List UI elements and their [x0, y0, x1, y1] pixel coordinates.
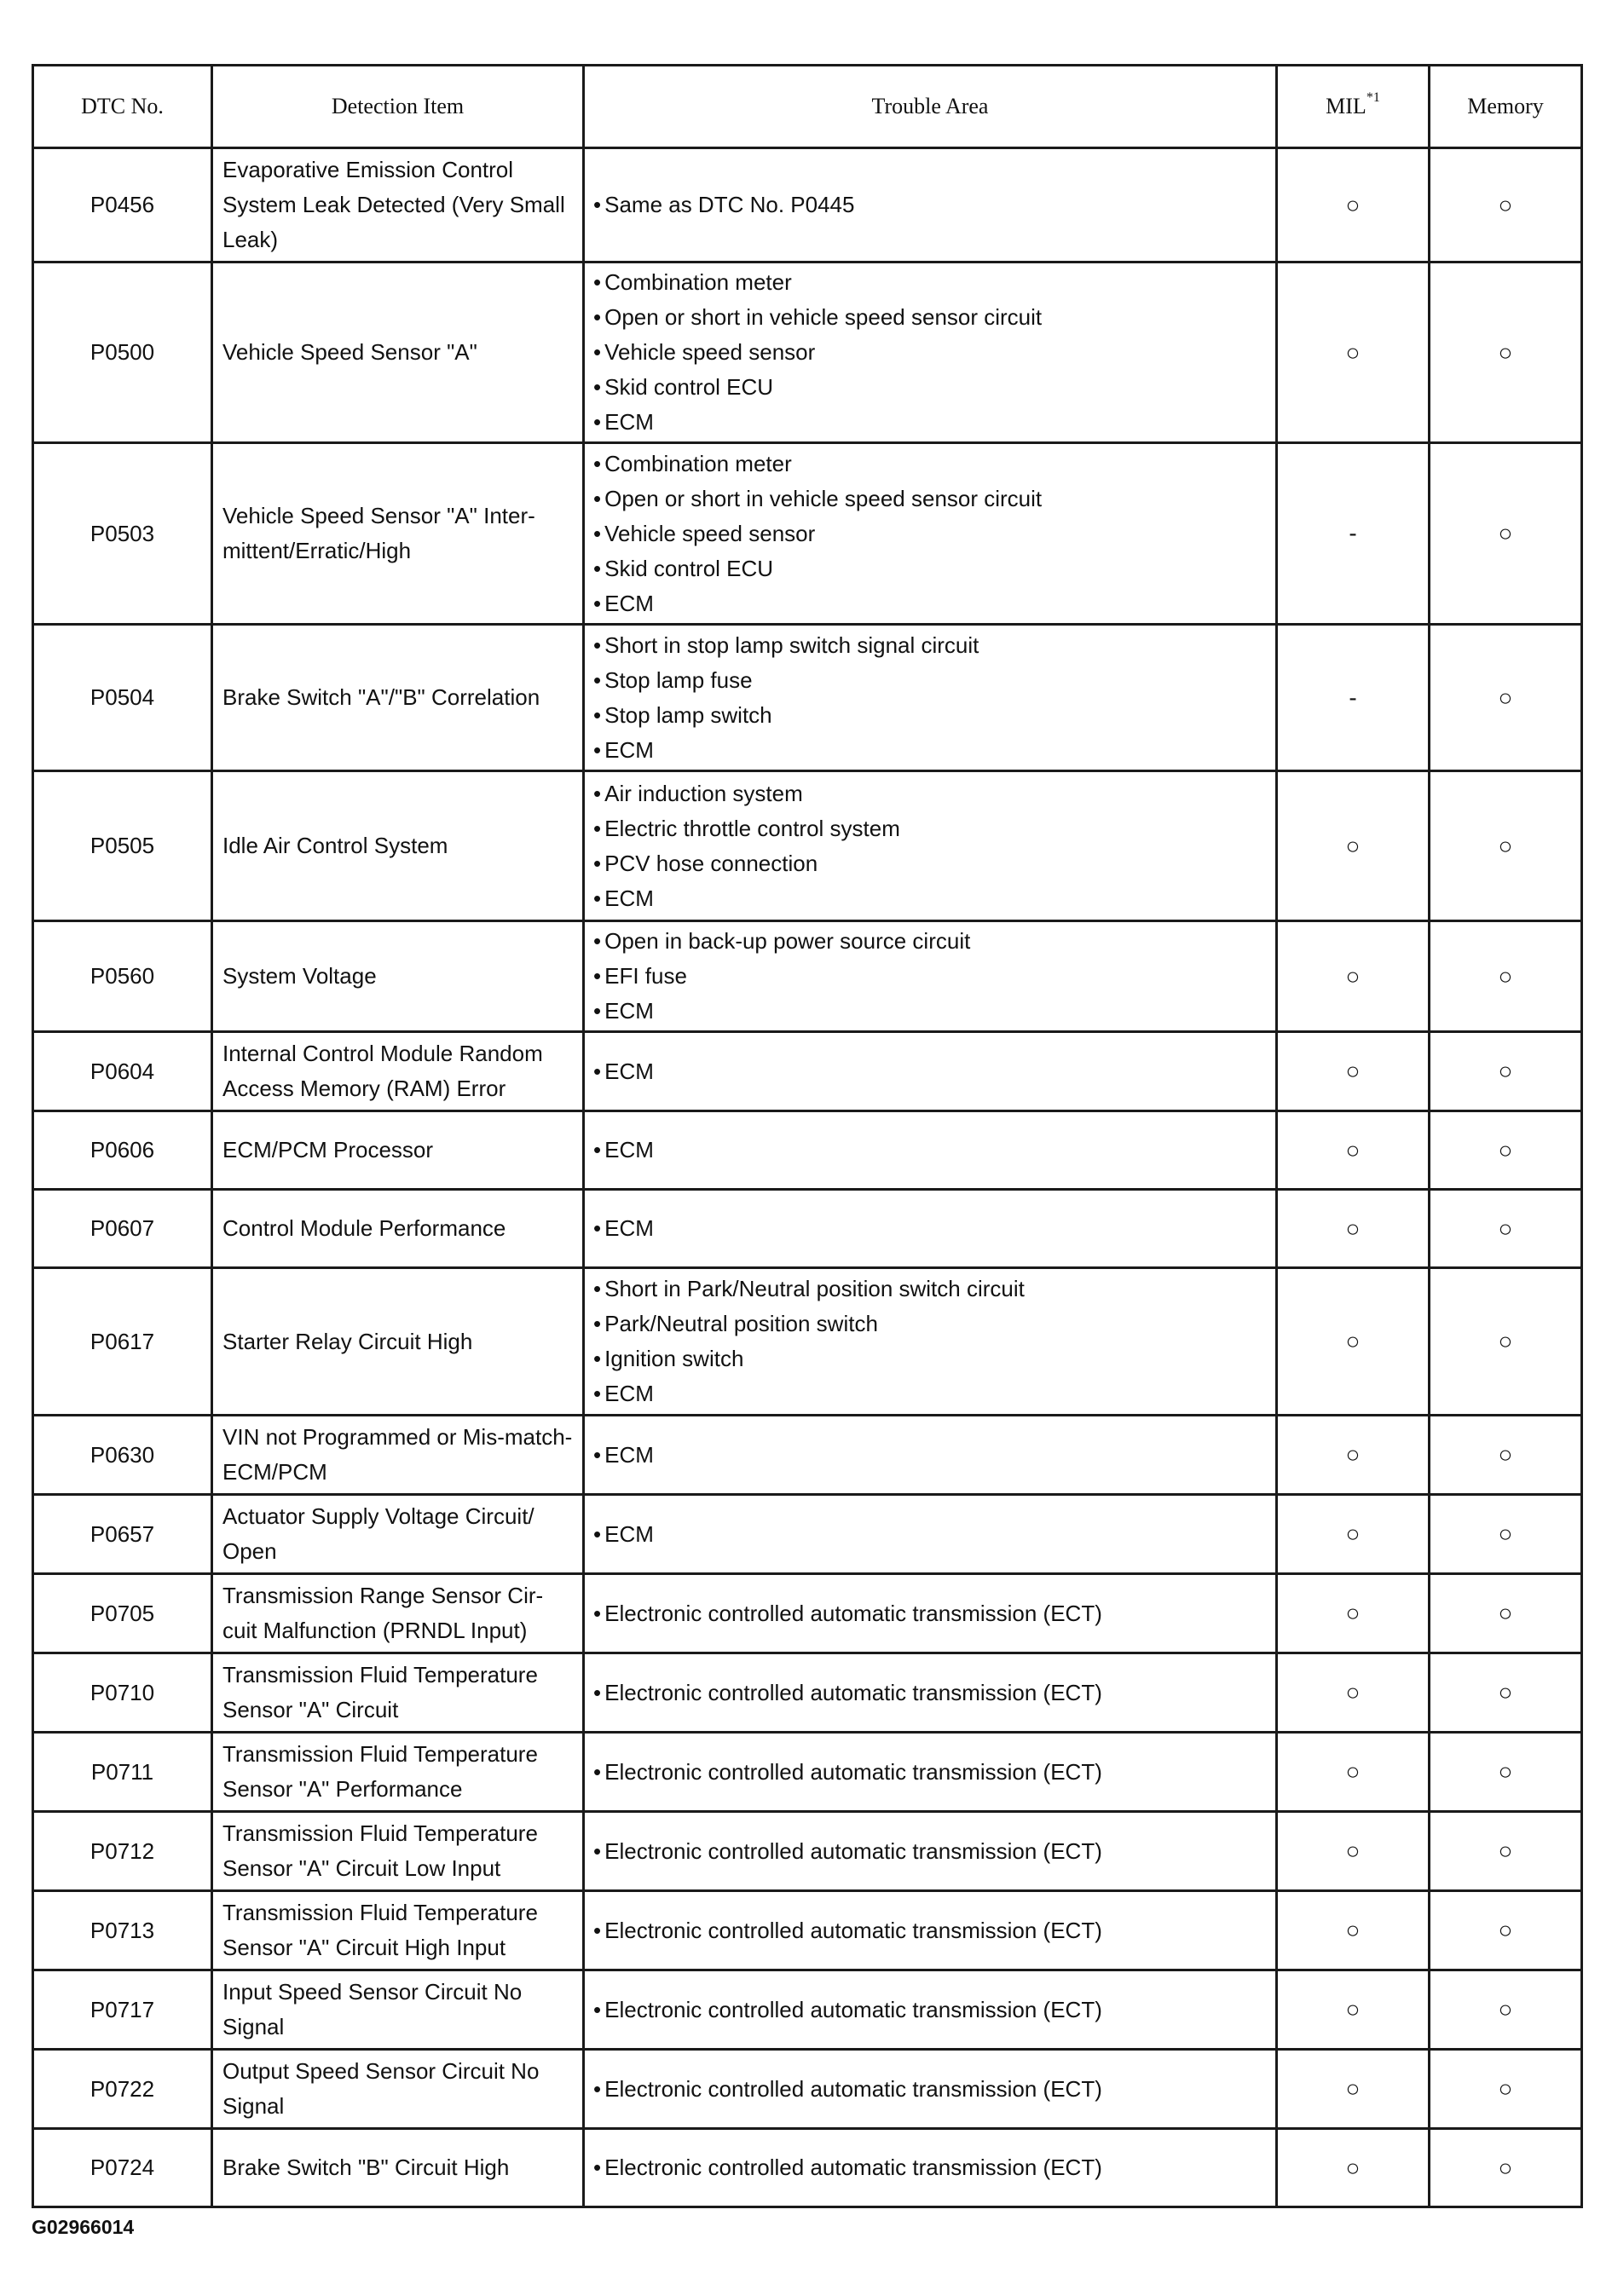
trouble-area — [584, 1032, 1277, 1111]
trouble-area — [584, 1574, 1277, 1653]
memory-indicator: ○ — [1430, 921, 1582, 1032]
trouble-area-item: • Vehicle speed sensor — [593, 516, 1267, 551]
trouble-area-item: • ECM — [593, 1517, 1267, 1552]
header-memory: Memory — [1430, 66, 1582, 148]
trouble-area-list — [593, 187, 1267, 222]
mil-indicator: ○ — [1277, 262, 1430, 443]
trouble-area-item: • ECM — [593, 1438, 1267, 1473]
table-row — [33, 625, 1582, 771]
trouble-area — [584, 1111, 1277, 1190]
dtc-code: P0503 — [33, 443, 212, 625]
trouble-area-item: • Electronic controlled automatic transmission (ECT) — [593, 1676, 1267, 1710]
trouble-area-list — [593, 1755, 1267, 1790]
trouble-area-item: • EFI fuse — [593, 959, 1267, 994]
memory-indicator: ○ — [1430, 262, 1582, 443]
mil-indicator: ○ — [1277, 2129, 1430, 2207]
memory-indicator: ○ — [1430, 443, 1582, 625]
memory-indicator: ○ — [1430, 1268, 1582, 1416]
memory-indicator: ○ — [1430, 625, 1582, 771]
trouble-area-item: • Stop lamp switch — [593, 698, 1267, 733]
memory-indicator: ○ — [1430, 1190, 1582, 1268]
memory-indicator: ○ — [1430, 2129, 1582, 2207]
memory-indicator: ○ — [1430, 1812, 1582, 1891]
detection-item: Input Speed Sensor Circuit No Signal — [212, 1970, 584, 2050]
mil-indicator: ○ — [1277, 1190, 1430, 1268]
table-row — [33, 1574, 1582, 1653]
detection-item: VIN not Programmed or Mis-match-ECM/PCM — [212, 1416, 584, 1495]
trouble-area-item: • Open or short in vehicle speed sensor circuit — [593, 300, 1267, 335]
table-row — [33, 1653, 1582, 1733]
trouble-area-list — [593, 265, 1267, 440]
trouble-area-item: • Ignition switch — [593, 1341, 1267, 1376]
figure-code: G02966014 — [32, 2216, 135, 2238]
trouble-area-item: • Electronic controlled automatic transmission (ECT) — [593, 2150, 1267, 2185]
mil-indicator: ○ — [1277, 1495, 1430, 1574]
mil-indicator: ○ — [1277, 921, 1430, 1032]
trouble-area-list — [593, 1272, 1267, 1411]
table-row — [33, 1111, 1582, 1190]
header-detection-item: Detection Item — [212, 66, 584, 148]
mil-indicator: ○ — [1277, 1891, 1430, 1970]
trouble-area-item: • Open or short in vehicle speed sensor circuit — [593, 482, 1267, 516]
trouble-area-item: • ECM — [593, 405, 1267, 440]
detection-item: Transmission Fluid Temperature Sensor "A" Circuit — [212, 1653, 584, 1733]
table-row — [33, 771, 1582, 921]
trouble-area-item: • Air induction system — [593, 776, 1267, 811]
trouble-area-list — [593, 1596, 1267, 1631]
mil-indicator: - — [1277, 625, 1430, 771]
trouble-area — [584, 1812, 1277, 1891]
detection-item: Idle Air Control System — [212, 771, 584, 921]
dtc-code: P0712 — [33, 1812, 212, 1891]
trouble-area-list — [593, 924, 1267, 1029]
trouble-area — [584, 443, 1277, 625]
trouble-area-item: • PCV hose connection — [593, 846, 1267, 881]
table-row — [33, 1970, 1582, 2050]
table-row — [33, 1416, 1582, 1495]
dtc-code: P0607 — [33, 1190, 212, 1268]
trouble-area-item: • Electronic controlled automatic transmission (ECT) — [593, 1596, 1267, 1631]
trouble-area — [584, 1416, 1277, 1495]
trouble-area-item: • Short in Park/Neutral position switch circuit — [593, 1272, 1267, 1307]
trouble-area — [584, 262, 1277, 443]
trouble-area-item: • Combination meter — [593, 265, 1267, 300]
table-row — [33, 1268, 1582, 1416]
trouble-area-list — [593, 1438, 1267, 1473]
detection-item: Transmission Fluid Temperature Sensor "A" Circuit Low Input — [212, 1812, 584, 1891]
trouble-area-item: • ECM — [593, 586, 1267, 621]
mil-indicator: ○ — [1277, 1812, 1430, 1891]
trouble-area-item: • Short in stop lamp switch signal circuit — [593, 628, 1267, 663]
trouble-area-list — [593, 1054, 1267, 1089]
detection-item: Starter Relay Circuit High — [212, 1268, 584, 1416]
trouble-area-list — [593, 1834, 1267, 1869]
table-row — [33, 1733, 1582, 1812]
trouble-area-item: • Combination meter — [593, 447, 1267, 482]
dtc-code: P0500 — [33, 262, 212, 443]
table-row — [33, 1891, 1582, 1970]
table-row — [33, 148, 1582, 262]
dtc-code: P0713 — [33, 1891, 212, 1970]
trouble-area-item: • Vehicle speed sensor — [593, 335, 1267, 370]
mil-indicator: ○ — [1277, 771, 1430, 921]
mil-indicator: - — [1277, 443, 1430, 625]
memory-indicator: ○ — [1430, 1032, 1582, 1111]
dtc-code: P0504 — [33, 625, 212, 771]
table-body — [33, 148, 1582, 2207]
trouble-area-list — [593, 1133, 1267, 1168]
memory-indicator: ○ — [1430, 1653, 1582, 1733]
memory-indicator: ○ — [1430, 1574, 1582, 1653]
trouble-area-list — [593, 1517, 1267, 1552]
mil-indicator: ○ — [1277, 1970, 1430, 2050]
trouble-area-item: • Electronic controlled automatic transmission (ECT) — [593, 1993, 1267, 2028]
trouble-area — [584, 1653, 1277, 1733]
detection-item: Vehicle Speed Sensor "A" — [212, 262, 584, 443]
mil-indicator: ○ — [1277, 1733, 1430, 1812]
detection-item: Control Module Performance — [212, 1190, 584, 1268]
trouble-area — [584, 921, 1277, 1032]
detection-item: Brake Switch "A"/"B" Correlation — [212, 625, 584, 771]
mil-indicator: ○ — [1277, 1032, 1430, 1111]
detection-item: System Voltage — [212, 921, 584, 1032]
memory-indicator: ○ — [1430, 1416, 1582, 1495]
detection-item: Evaporative Emission Control System Leak Detected (Very Small Leak) — [212, 148, 584, 262]
memory-indicator: ○ — [1430, 1970, 1582, 2050]
trouble-area-list — [593, 1913, 1267, 1948]
table-row — [33, 2050, 1582, 2129]
detection-item: Transmission Fluid Temperature Sensor "A" Circuit High Input — [212, 1891, 584, 1970]
table-row — [33, 443, 1582, 625]
table-row — [33, 1190, 1582, 1268]
trouble-area-item: • Open in back-up power source circuit — [593, 924, 1267, 959]
table-row — [33, 2129, 1582, 2207]
trouble-area-list — [593, 628, 1267, 768]
trouble-area-item: • Electronic controlled automatic transmission (ECT) — [593, 1834, 1267, 1869]
table-row — [33, 921, 1582, 1032]
detection-item: Output Speed Sensor Circuit No Signal — [212, 2050, 584, 2129]
detection-item: Internal Control Module Random Access Memory (RAM) Error — [212, 1032, 584, 1111]
header-row — [33, 66, 1582, 148]
trouble-area-item: • Electronic controlled automatic transmission (ECT) — [593, 2072, 1267, 2107]
trouble-area-list — [593, 447, 1267, 621]
trouble-area-item: • ECM — [593, 1376, 1267, 1411]
table-row — [33, 1812, 1582, 1891]
trouble-area — [584, 148, 1277, 262]
trouble-area-item: • Skid control ECU — [593, 370, 1267, 405]
trouble-area-list — [593, 1676, 1267, 1710]
memory-indicator: ○ — [1430, 1495, 1582, 1574]
detection-item: Transmission Fluid Temperature Sensor "A" Performance — [212, 1733, 584, 1812]
dtc-code: P0722 — [33, 2050, 212, 2129]
trouble-area-list — [593, 2072, 1267, 2107]
header-mil-note: *1 — [1366, 90, 1380, 106]
detection-item: Brake Switch "B" Circuit High — [212, 2129, 584, 2207]
dtc-code: P0560 — [33, 921, 212, 1032]
trouble-area-item: • ECM — [593, 994, 1267, 1029]
table-row — [33, 1032, 1582, 1111]
trouble-area-item: • ECM — [593, 881, 1267, 916]
memory-indicator: ○ — [1430, 771, 1582, 921]
header-mil-label: MIL — [1326, 94, 1366, 118]
trouble-area-list — [593, 1993, 1267, 2028]
memory-indicator: ○ — [1430, 2050, 1582, 2129]
dtc-code: P0505 — [33, 771, 212, 921]
trouble-area-list — [593, 1211, 1267, 1246]
dtc-code: P0617 — [33, 1268, 212, 1416]
mil-indicator: ○ — [1277, 1416, 1430, 1495]
memory-indicator: ○ — [1430, 1891, 1582, 1970]
detection-item: Vehicle Speed Sensor "A" Inter-mittent/Erratic/High — [212, 443, 584, 625]
trouble-area-item: • Park/Neutral position switch — [593, 1307, 1267, 1341]
detection-item: Transmission Range Sensor Cir-cuit Malfunction (PRNDL Input) — [212, 1574, 584, 1653]
trouble-area-list — [593, 776, 1267, 916]
trouble-area — [584, 1190, 1277, 1268]
dtc-code: P0630 — [33, 1416, 212, 1495]
trouble-area-list — [593, 2150, 1267, 2185]
dtc-code: P0710 — [33, 1653, 212, 1733]
trouble-area-item: • Electric throttle control system — [593, 811, 1267, 846]
trouble-area-item: • Stop lamp fuse — [593, 663, 1267, 698]
dtc-table — [32, 64, 1583, 2208]
mil-indicator: ○ — [1277, 1111, 1430, 1190]
detection-item: ECM/PCM Processor — [212, 1111, 584, 1190]
dtc-code: P0604 — [33, 1032, 212, 1111]
trouble-area-item: • ECM — [593, 1133, 1267, 1168]
dtc-code: P0717 — [33, 1970, 212, 2050]
table-row — [33, 262, 1582, 443]
dtc-code: P0606 — [33, 1111, 212, 1190]
dtc-code: P0724 — [33, 2129, 212, 2207]
header-mil — [1277, 66, 1430, 148]
mil-indicator: ○ — [1277, 2050, 1430, 2129]
mil-indicator: ○ — [1277, 1268, 1430, 1416]
trouble-area-item: • Electronic controlled automatic transmission (ECT) — [593, 1913, 1267, 1948]
mil-indicator: ○ — [1277, 148, 1430, 262]
trouble-area-item: • ECM — [593, 1211, 1267, 1246]
trouble-area — [584, 1495, 1277, 1574]
trouble-area-item: • Skid control ECU — [593, 551, 1267, 586]
trouble-area-item: • ECM — [593, 1054, 1267, 1089]
trouble-area — [584, 2129, 1277, 2207]
dtc-code: P0705 — [33, 1574, 212, 1653]
dtc-code: P0456 — [33, 148, 212, 262]
detection-item: Actuator Supply Voltage Circuit/ Open — [212, 1495, 584, 1574]
dtc-code: P0711 — [33, 1733, 212, 1812]
header-dtc-no: DTC No. — [33, 66, 212, 148]
trouble-area — [584, 625, 1277, 771]
trouble-area — [584, 771, 1277, 921]
trouble-area-item: • Electronic controlled automatic transmission (ECT) — [593, 1755, 1267, 1790]
trouble-area — [584, 2050, 1277, 2129]
trouble-area — [584, 1891, 1277, 1970]
header-trouble-area: Trouble Area — [584, 66, 1277, 148]
trouble-area — [584, 1970, 1277, 2050]
trouble-area — [584, 1733, 1277, 1812]
trouble-area — [584, 1268, 1277, 1416]
memory-indicator: ○ — [1430, 1111, 1582, 1190]
trouble-area-item: • ECM — [593, 733, 1267, 768]
memory-indicator: ○ — [1430, 148, 1582, 262]
mil-indicator: ○ — [1277, 1653, 1430, 1733]
mil-indicator: ○ — [1277, 1574, 1430, 1653]
dtc-code: P0657 — [33, 1495, 212, 1574]
memory-indicator: ○ — [1430, 1733, 1582, 1812]
trouble-area-item: • Same as DTC No. P0445 — [593, 187, 1267, 222]
table-row — [33, 1495, 1582, 1574]
